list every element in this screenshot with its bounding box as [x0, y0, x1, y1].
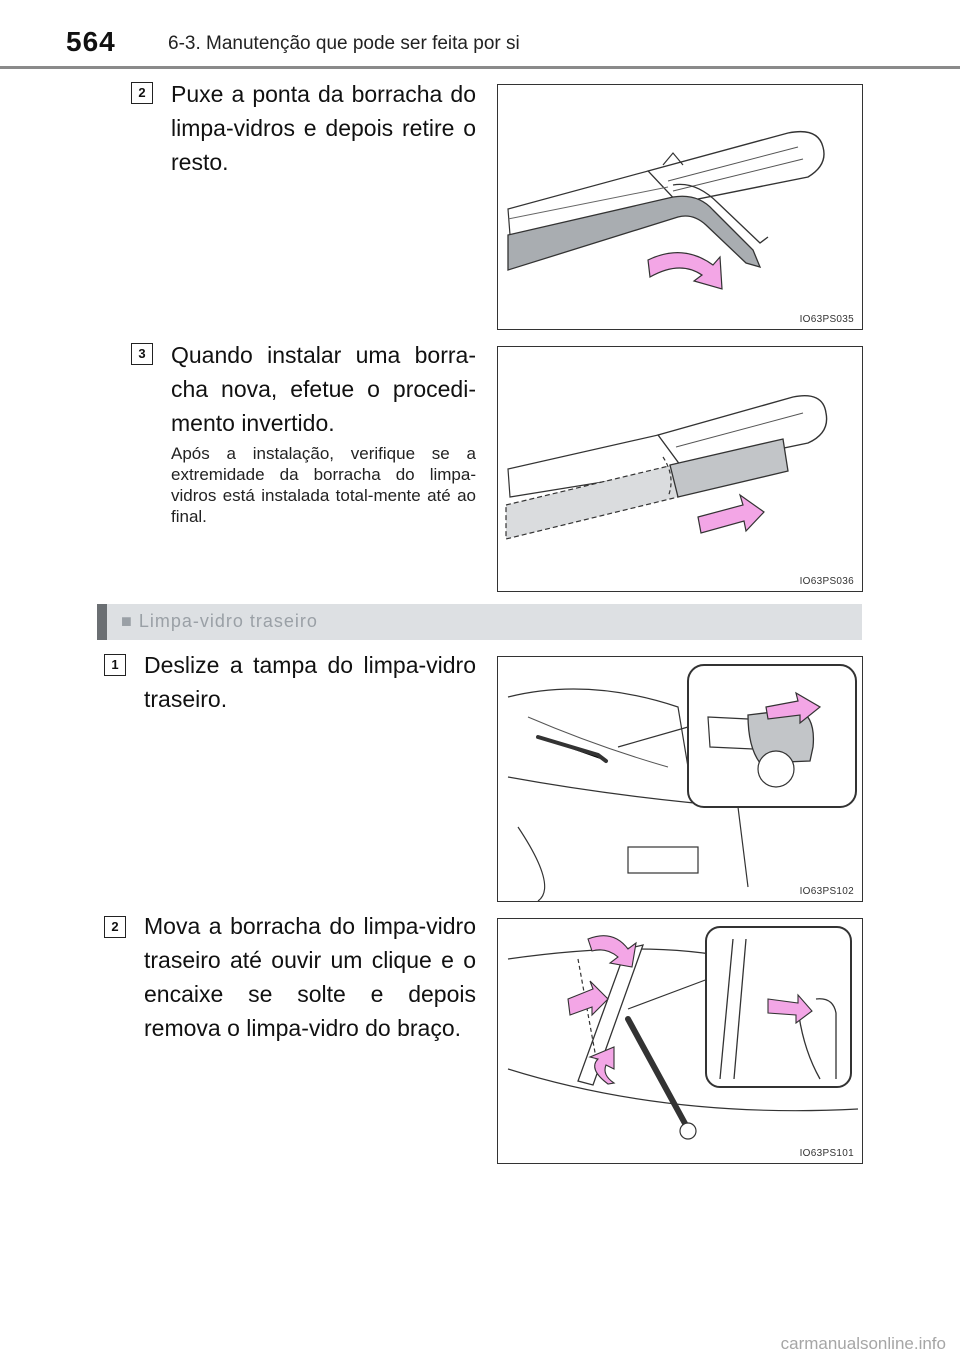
wiper-rubber-illustration [498, 85, 862, 329]
step-instruction: Quando instalar uma borra-cha nova, efetue o procedi-mento invertido. [171, 342, 476, 436]
step-instruction: Mova a borracha do limpa-vidro traseiro até ouvir um clique e o encaixe se solte e depois remova o limpa-vidro do braço. [144, 913, 476, 1041]
step-note: Após a instalação, verifique se a extremidade da borracha do limpa-vidros está instalada total-mente até ao final. [171, 444, 476, 526]
step-instruction: Deslize a tampa do limpa-vidro traseiro. [144, 652, 476, 712]
step-number-badge: 2 [131, 82, 153, 104]
figure-code: IO63PS036 [799, 576, 854, 587]
figure-code: IO63PS101 [799, 1148, 854, 1159]
wiper-install-illustration [498, 347, 862, 591]
section-title: ■ Limpa-vidro traseiro [121, 611, 318, 631]
figure-code: IO63PS102 [799, 886, 854, 897]
section-header [97, 604, 862, 640]
step-number-badge: 2 [104, 916, 126, 938]
rear-wiper-cover-illustration [498, 657, 862, 901]
figure-rear-wiper-cover [497, 656, 863, 902]
header-divider [0, 66, 960, 69]
step-instruction: Puxe a ponta da borracha do limpa-vidros e depois retire o resto. [171, 81, 476, 175]
step-number-badge: 3 [131, 343, 153, 365]
watermark: carmanualsonline.info [780, 1334, 946, 1353]
figure-code: IO63PS035 [799, 314, 854, 325]
figure-wiper-rubber-removal [497, 84, 863, 330]
step-number-badge: 1 [104, 654, 126, 676]
chapter-title: 6-3. Manutenção que pode ser feita por si [168, 33, 520, 54]
figure-wiper-rubber-install [497, 346, 863, 592]
page-number: 564 [66, 26, 116, 57]
figure-rear-wiper-removal [497, 918, 863, 1164]
rear-wiper-removal-illustration [498, 919, 862, 1163]
